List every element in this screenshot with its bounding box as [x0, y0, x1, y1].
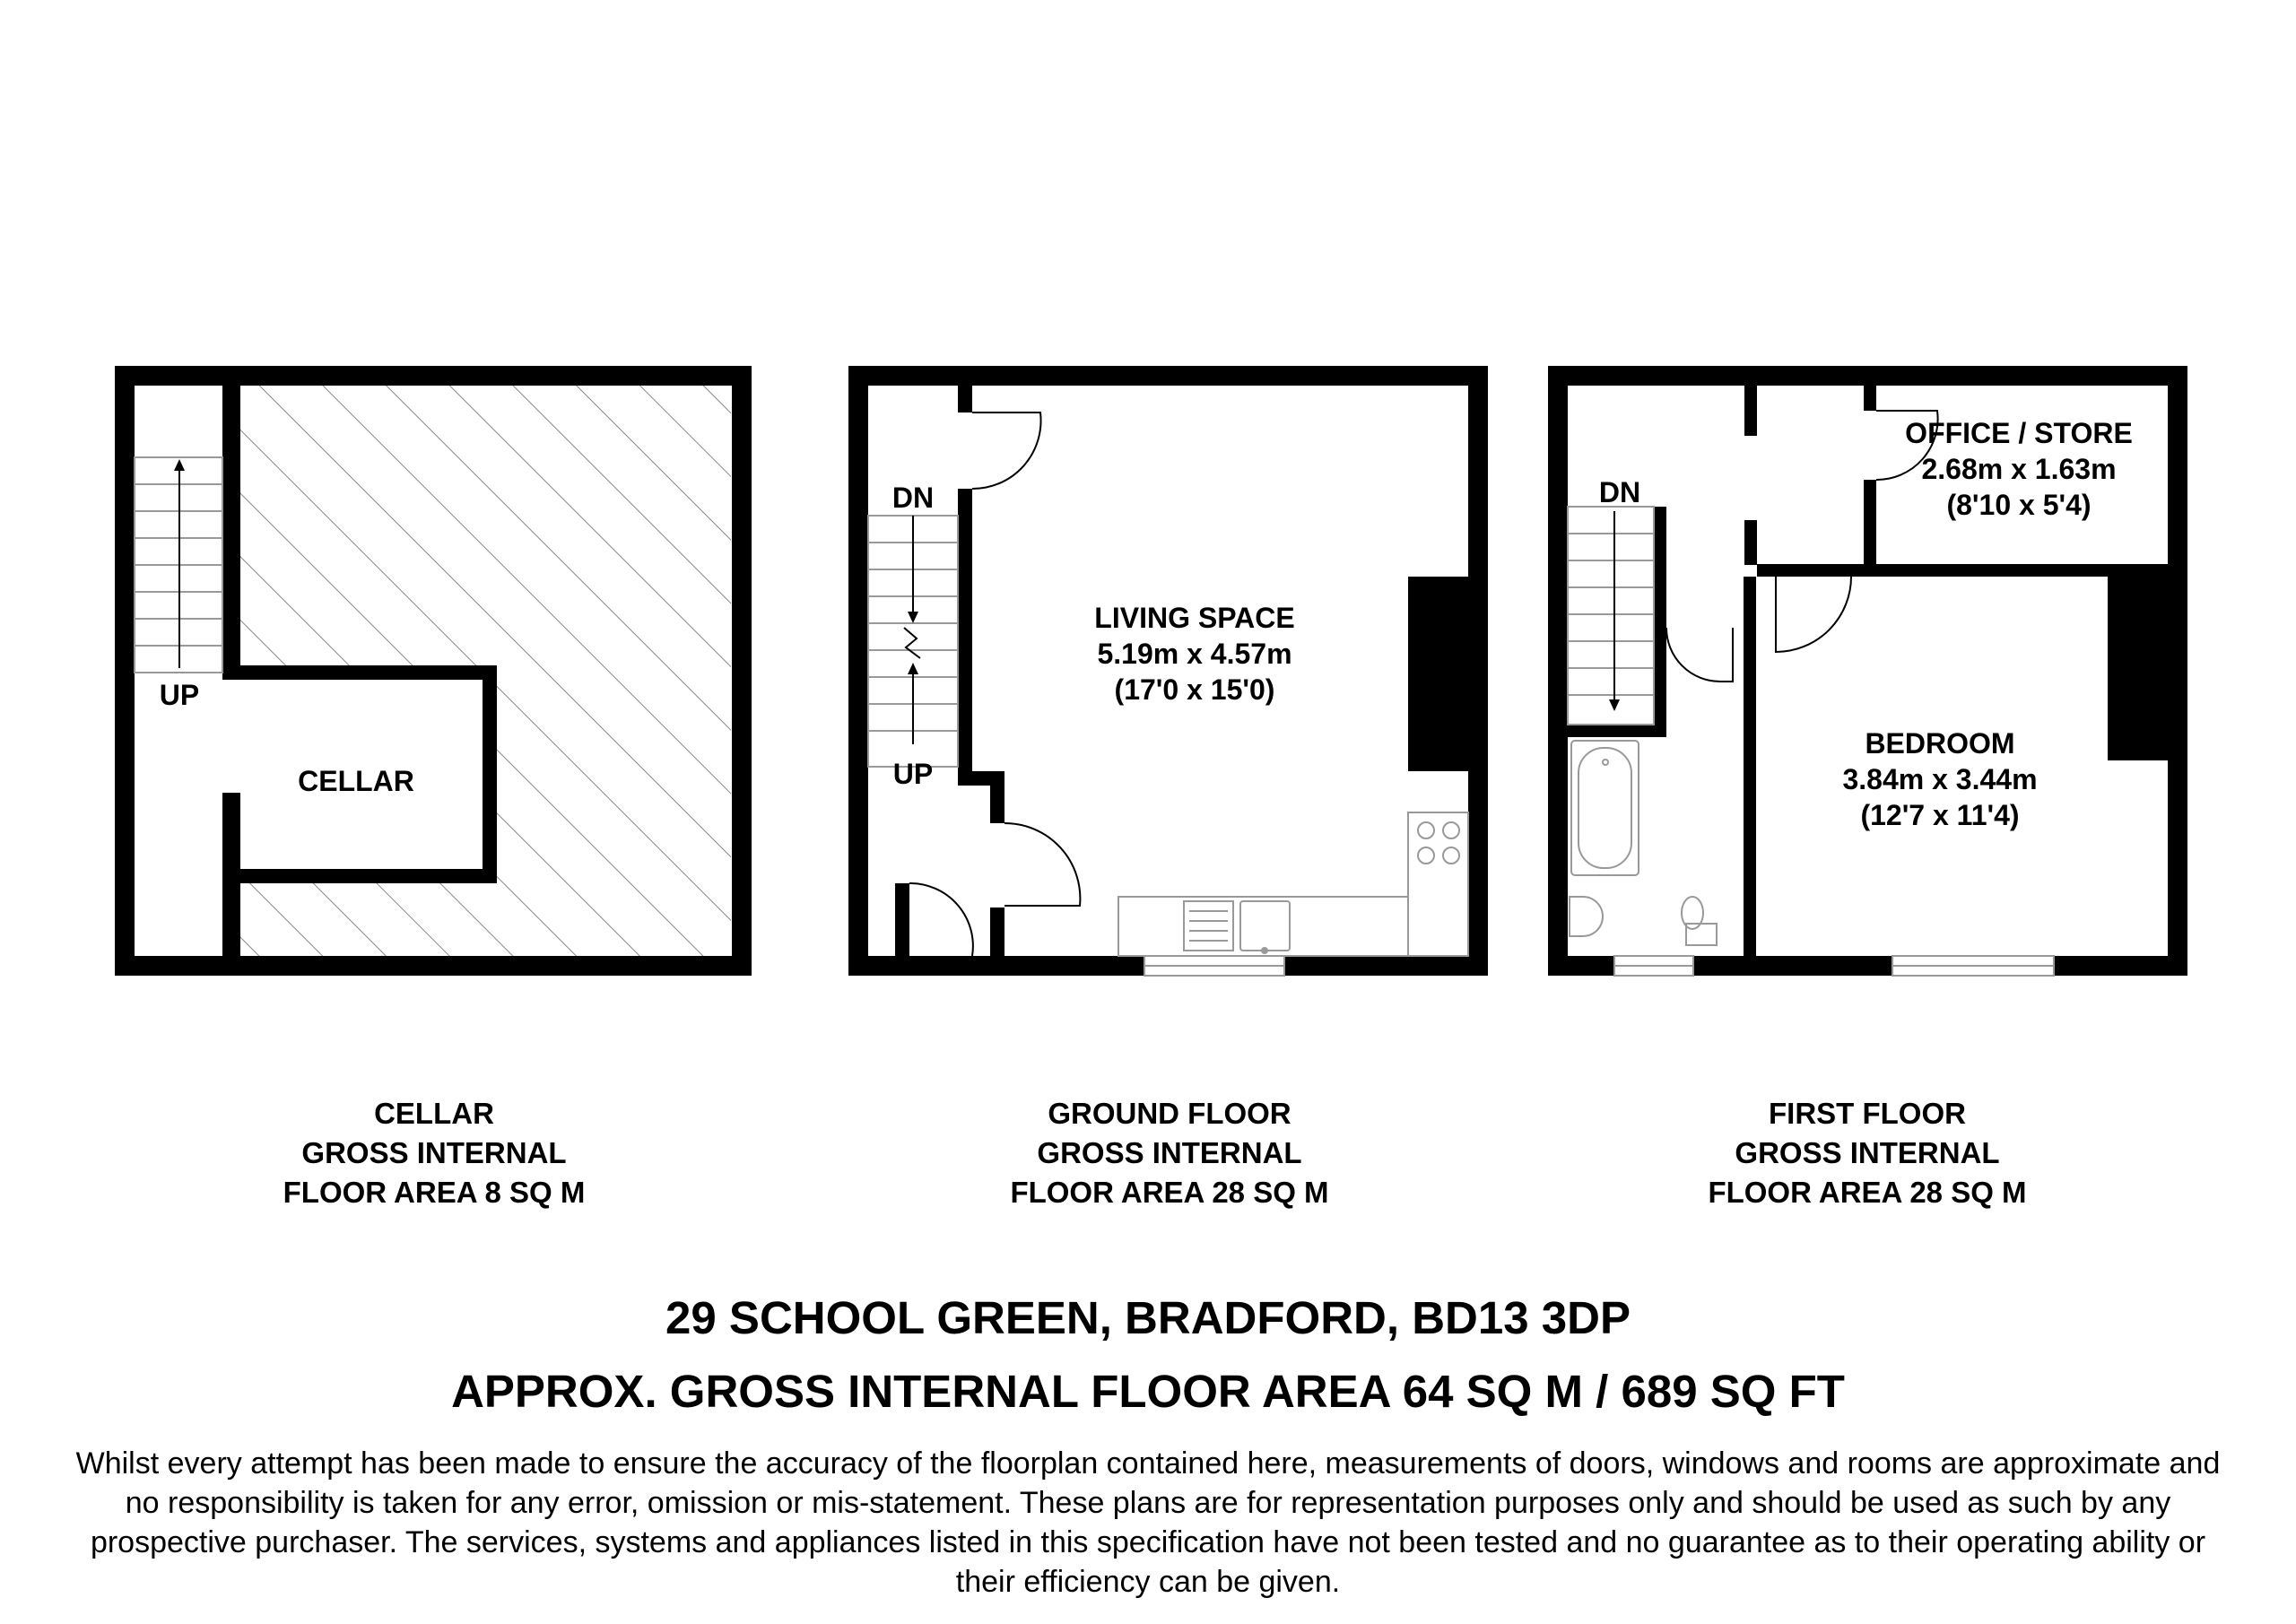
ground-stair-up-label: UP — [892, 758, 934, 790]
cellar-plan — [115, 366, 752, 976]
office-store-metric: 2.68m x 1.63m — [1921, 453, 2117, 485]
caption-line: FLOOR AREA 28 SQ M — [1010, 1176, 1329, 1209]
office-store-imperial: (8'10 x 5'4) — [1946, 489, 2092, 521]
first-stair-down-label: DN — [1598, 476, 1641, 508]
caption-line: FLOOR AREA 28 SQ M — [1708, 1176, 2027, 1209]
caption-line: FIRST FLOOR — [1769, 1097, 1966, 1130]
total-floor-area: APPROX. GROSS INTERNAL FLOOR AREA 64 SQ M / 689 SQ FT — [451, 1366, 1845, 1417]
property-address: 29 SCHOOL GREEN, BRADFORD, BD13 3DP — [665, 1292, 1631, 1343]
caption-line: GROSS INTERNAL — [1735, 1136, 2000, 1169]
caption-line: GROUND FLOOR — [1048, 1097, 1292, 1130]
cellar-caption — [165, 1094, 703, 1212]
caption-line: FLOOR AREA 8 SQ M — [283, 1176, 586, 1209]
caption-line: GROSS INTERNAL — [301, 1136, 567, 1169]
living-space-metric: 5.19m x 4.57m — [1097, 638, 1292, 670]
first-floor-caption — [1598, 1094, 2136, 1212]
cellar-stair-up-label: UP — [159, 679, 200, 711]
living-space-name: LIVING SPACE — [1094, 602, 1295, 634]
ground-floor-walls — [848, 366, 1488, 976]
first-floor-plan — [1548, 366, 2187, 976]
bedroom-imperial: (12'7 x 11'4) — [1860, 799, 2020, 831]
caption-line: CELLAR — [374, 1097, 494, 1130]
ground-floor-doors — [909, 413, 1080, 956]
first-floor-doors — [1666, 411, 1938, 682]
first-floor-stairs — [1568, 507, 1654, 725]
bedroom-metric: 3.84m x 3.44m — [1842, 763, 2038, 795]
disclaimer-text: Whilst every attempt has been made to ensure the accuracy of the floorplan contained here, measurements of doors, windows and rooms are approximate and no responsibility is taken for any error, omission or mis-statement. These plans are for representation purposes only and should be used as such by any prospective purchaser. The services, systems and appliances listed in this specification have not been tested and no guarantee as to their operating ability or their efficiency can be given. — [75, 1446, 2221, 1599]
caption-line: GROSS INTERNAL — [1037, 1136, 1302, 1169]
cellar-room-name: CELLAR — [298, 765, 414, 797]
kitchen-units — [1118, 812, 1468, 976]
living-space-imperial: (17'0 x 15'0) — [1114, 673, 1275, 706]
ground-floor-plan — [848, 366, 1488, 976]
ground-stair-down-label: DN — [891, 482, 935, 514]
ground-floor-stairs — [868, 516, 958, 767]
bedroom-name: BEDROOM — [1865, 727, 2015, 760]
cellar-stairs — [135, 457, 222, 673]
office-store-name: OFFICE / STORE — [1905, 417, 2133, 449]
ground-floor-caption — [900, 1094, 1439, 1212]
